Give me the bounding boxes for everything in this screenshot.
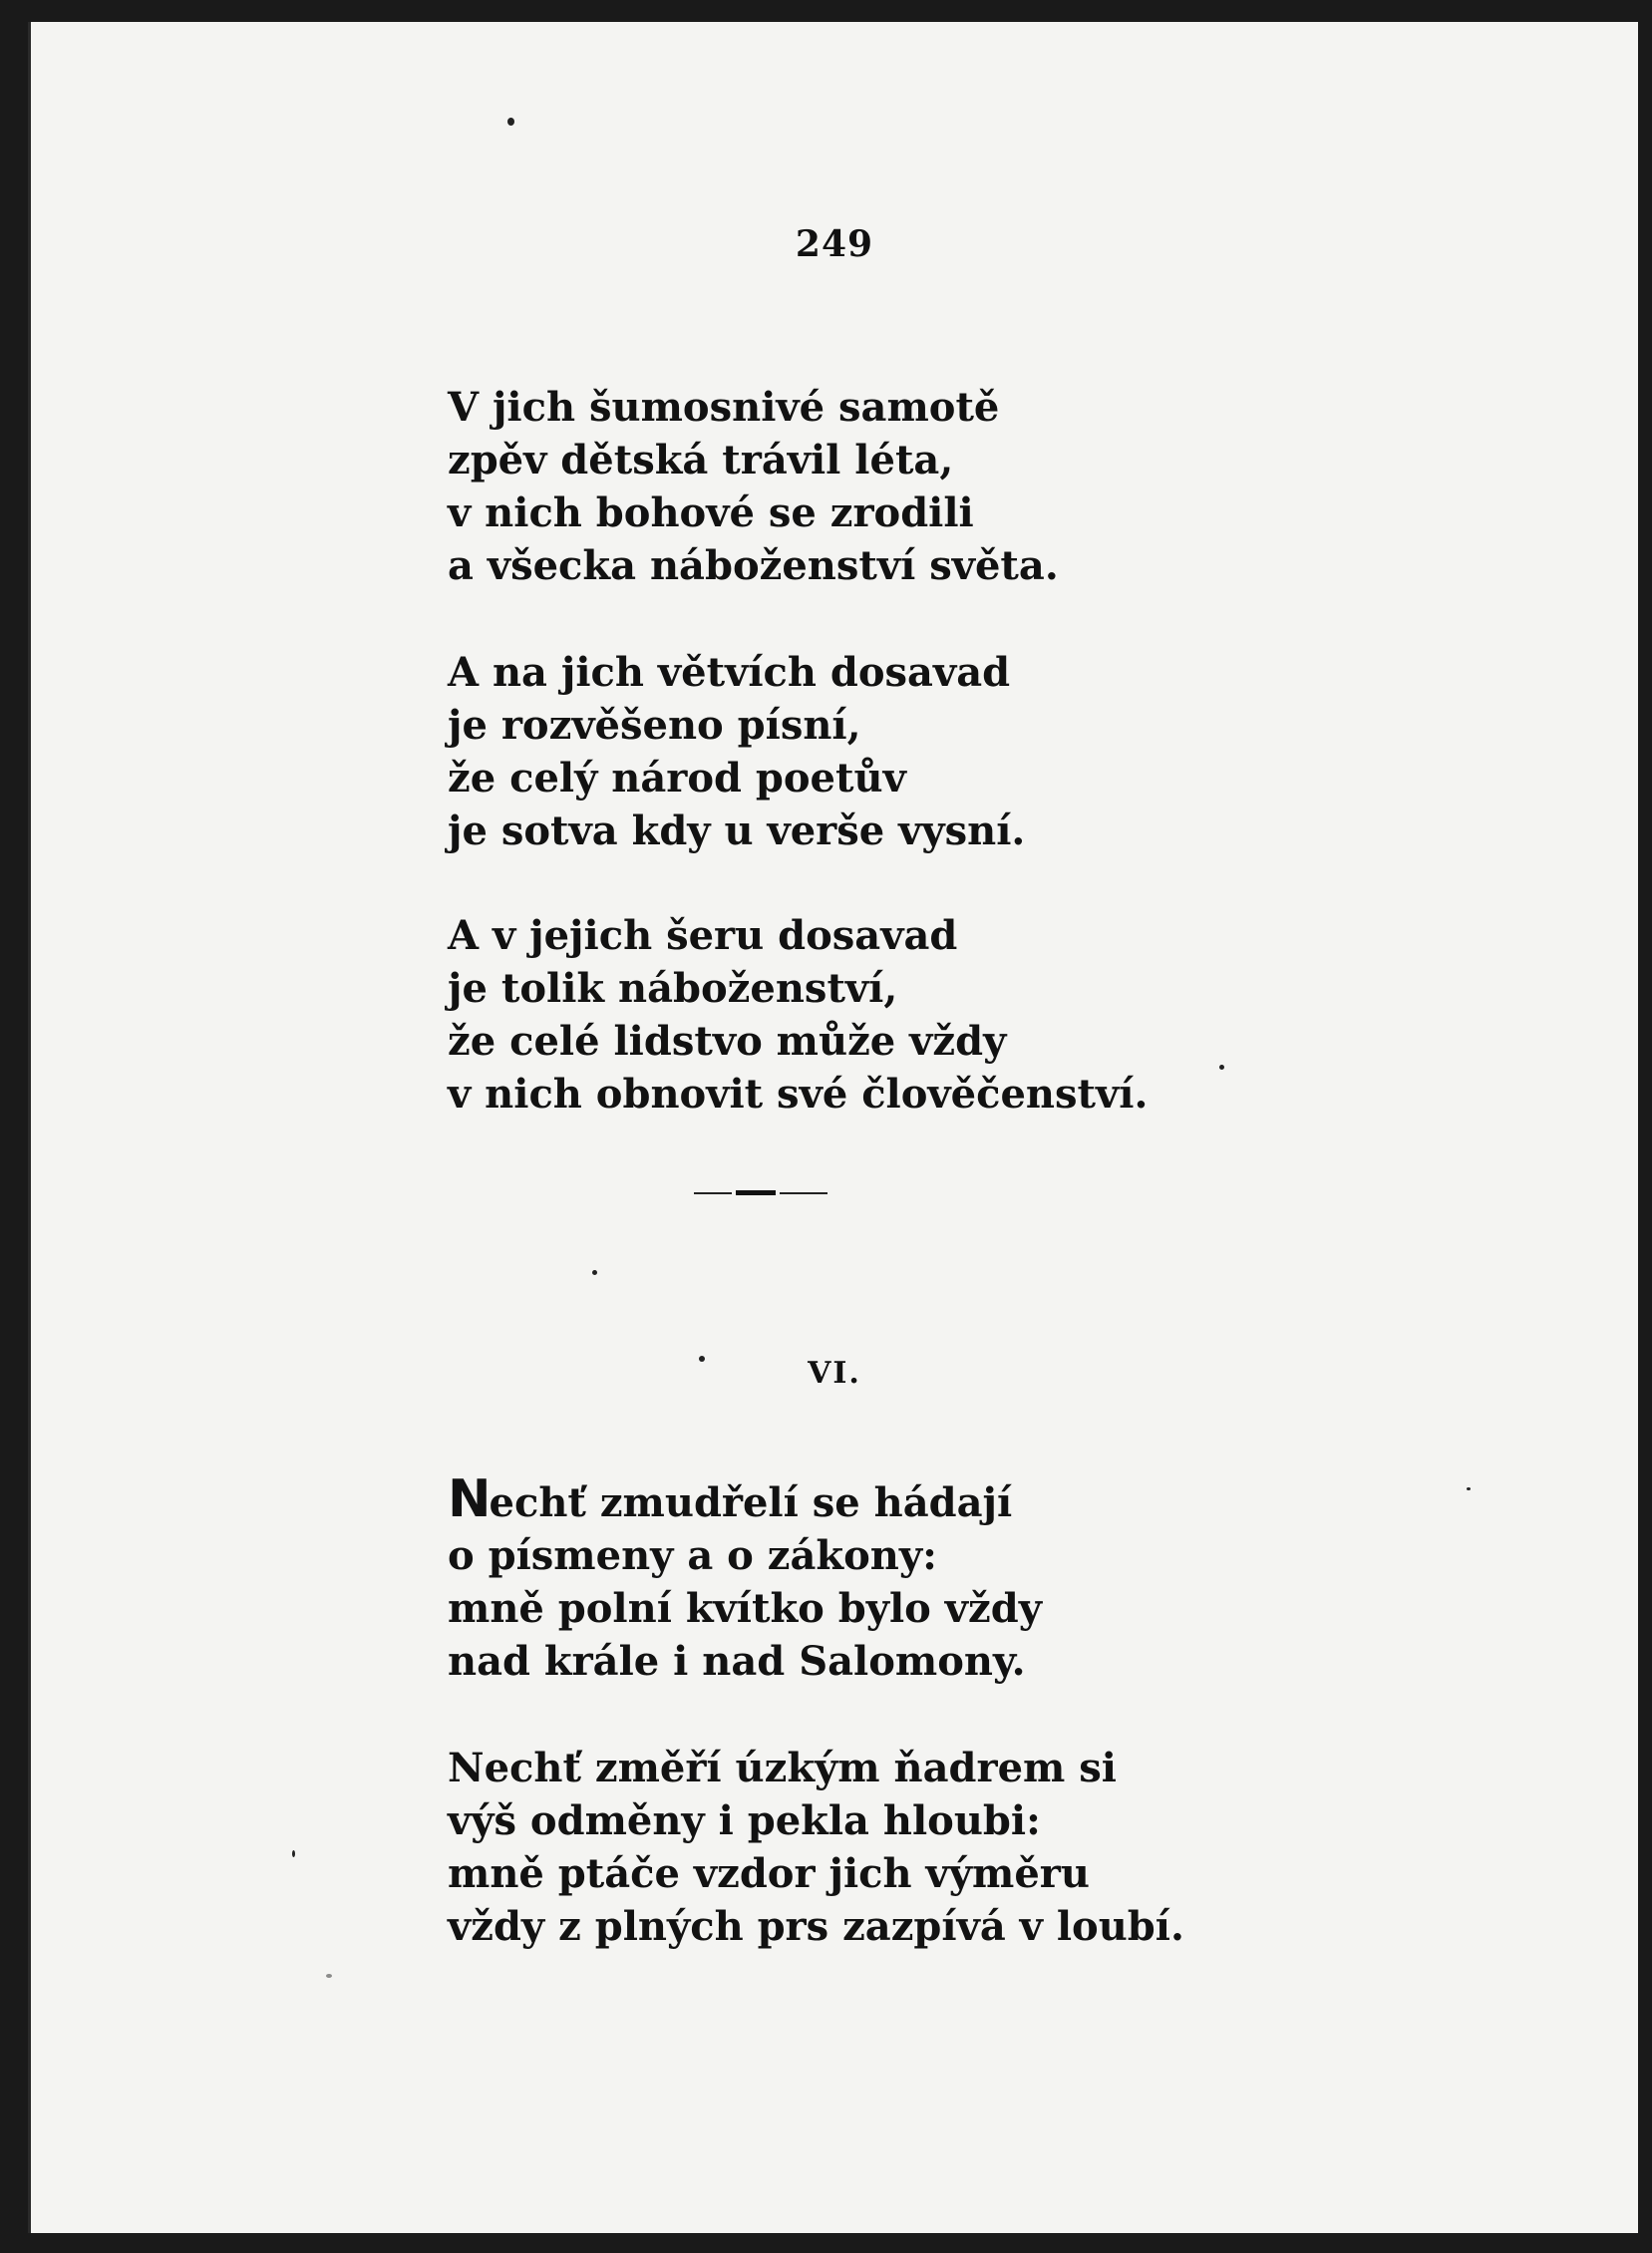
poem-section-one (448, 381, 1059, 592)
verse-line-rest: echť zmudřelí se hádají (489, 1479, 1013, 1526)
verse-line: že celé lidstvo může vždy (448, 1018, 1007, 1065)
section-heading: VI. (808, 1356, 861, 1391)
verse-line: A v jejich šeru dosavad (448, 912, 958, 959)
poem-stanza-2-block (448, 646, 1025, 857)
stanza-3 (448, 909, 1148, 1121)
verse-line: je sotva kdy u verše vysní. (448, 807, 1026, 854)
print-speck (1219, 1065, 1224, 1070)
verse-line: vždy z plných prs zazpívá v loubí. (448, 1903, 1184, 1950)
verse-line: v nich obnovit své člověčenství. (448, 1071, 1149, 1118)
drop-initial: N (448, 1469, 490, 1529)
print-speck (326, 1974, 332, 1978)
verse-line: a všecka náboženství světa. (448, 542, 1059, 589)
verse-line: V jich šumosnivé samotě (448, 384, 1000, 431)
verse-line: Nechť změří úzkým ňadrem si (448, 1745, 1117, 1791)
verse-line: v nich bohové se zrodili (448, 489, 974, 536)
print-speck (1467, 1487, 1471, 1490)
poem-stanza-3-block (448, 909, 1148, 1121)
print-speck (592, 1270, 597, 1275)
print-speck (292, 1850, 295, 1857)
print-speck (699, 1356, 705, 1362)
stanza-2 (448, 646, 1025, 857)
verse-line-with-initial (448, 1469, 1042, 1529)
stanza-4 (448, 1469, 1042, 1688)
verse-line: zpěv dětská trávil léta, (448, 437, 954, 483)
poem-section-two (448, 1469, 1042, 1688)
verse-line: je tolik náboženství, (448, 965, 898, 1012)
page-number: 249 (795, 223, 874, 265)
verse-line: je rozvěšeno písní, (448, 702, 861, 749)
stanza-5 (448, 1742, 1184, 1953)
poem-stanza-5-block (448, 1742, 1184, 1953)
verse-line: A na jich větvích dosavad (448, 649, 1011, 696)
verse-line: mně ptáče vzdor jich výměru (448, 1850, 1090, 1897)
stanza-1 (448, 381, 1059, 592)
verse-line: nad krále i nad Salomony. (448, 1638, 1026, 1685)
verse-line: že celý národ poetův (448, 755, 906, 802)
print-speck (507, 118, 514, 126)
verse-line: výš odměny i pekla hloubi: (448, 1797, 1041, 1844)
verse-line: o písmeny a o zákony: (448, 1532, 937, 1579)
verse-line: mně polní kvítko bylo vždy (448, 1585, 1042, 1632)
section-separator (694, 1190, 833, 1196)
book-page (28, 22, 1638, 2233)
